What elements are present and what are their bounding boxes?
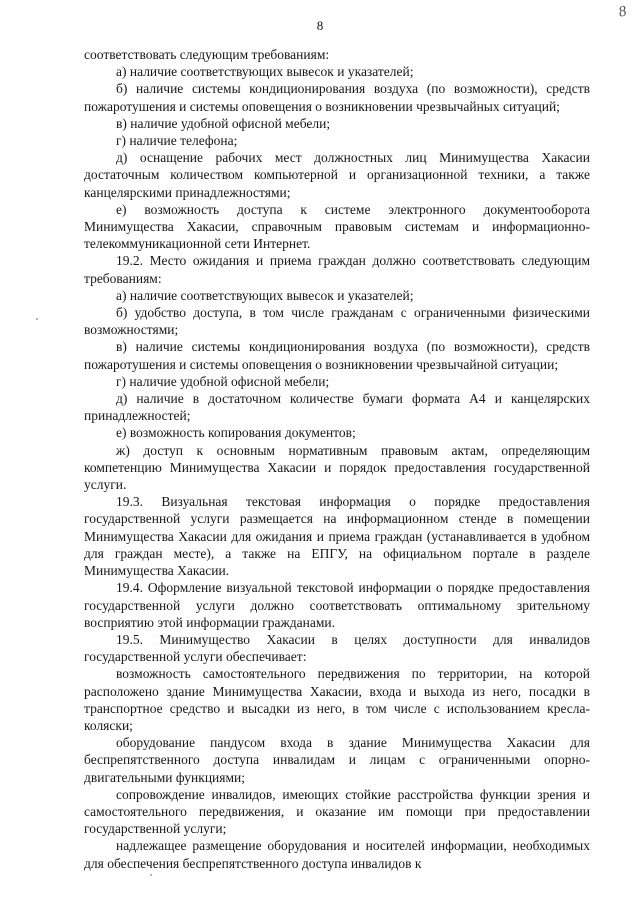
- list-item: а) наличие соответствующих вывесок и указателей;: [116, 64, 414, 80]
- list-item: б) удобство доступа, в том числе гражданам с ограниченными физическими возможностями;: [84, 305, 590, 338]
- page-number: 8: [316, 18, 324, 33]
- list-item: д) оснащение рабочих мест должностных лиц Минимущества Хакасии достаточным количеством компьютерной и организационной техники, а также канцелярскими принадлежностями;: [84, 150, 590, 200]
- scan-speck: [150, 874, 152, 876]
- section-19-2: 19.2. Место ожидания и приема граждан должно соответствовать следующим требованиям:: [84, 253, 590, 286]
- list-item: в) наличие системы кондиционирования воздуха (по возможности), средств пожаротушения и системы оповещения о возникновении чрезвычайной ситуации;: [84, 339, 590, 372]
- list-item: г) наличие удобной офисной мебели;: [116, 373, 330, 389]
- paragraph-intro: соответствовать следующим требованиям:: [84, 47, 330, 62]
- section-19-4: 19.4. Оформление визуальной текстовой информации о порядке предоставления государственной услуги должно соответствовать оптимальному зрительному восприятию этой информации гражданами.: [84, 580, 590, 630]
- document-body: [84, 46, 590, 872]
- accessibility-item: надлежащее размещение оборудования и носителей информации, необходимых для обеспечения беспрепятственного доступа инвалидов к: [84, 838, 590, 871]
- section-19-3: 19.3. Визуальная текстовая информация о порядке предоставления государственной услуги размещается на информационном стенде в помещении Минимущества Хакасии для ожидания и приема граждан (устанавливается в удобном для граждан месте), а также на ЕПГУ, на официальном портале в разделе Минимущества Хакасии.: [84, 494, 590, 579]
- accessibility-item: возможность самостоятельного передвижения по территории, на которой расположено здание Минимущества Хакасии, входа и выхода из него, посадки в транспортное средство и высадки из него, в том числе с использованием кресла-коляски;: [84, 666, 590, 733]
- accessibility-item: сопровождение инвалидов, имеющих стойкие расстройства функции зрения и самостоятельного передвижения, и оказание им помощи при предоставлении государственной услуги;: [84, 786, 590, 837]
- list-item: е) возможность доступа к системе электронного документооборота Минимущества Хакасии, справочным правовым системам и информационно-телекоммуникационной сети Интернет.: [84, 201, 590, 252]
- section-19-5: 19.5. Минимущество Хакасии в целях доступности для инвалидов государственной услуги обеспечивает:: [84, 631, 590, 665]
- list-item: е) возможность копирования документов;: [116, 425, 356, 441]
- list-item: ж) доступ к основным нормативным правовым актам, определяющим компетенцию Минимущества Хакасии и порядок предоставления государственной услуги.: [84, 442, 590, 493]
- list-item: д) наличие в достаточном количестве бумаги формата А4 и канцелярских принадлежностей;: [84, 391, 590, 424]
- handwritten-page-mark: 8: [616, 3, 628, 21]
- scan-speck: [36, 318, 38, 320]
- accessibility-item: оборудование пандусом входа в здание Минимущества Хакасии для беспрепятственного доступа инвалидам и лицам с ограниченными опорно-двигательными функциями;: [84, 735, 590, 785]
- list-item: г) наличие телефона;: [116, 133, 238, 149]
- list-item: б) наличие системы кондиционирования воздуха (по возможности), средств пожаротушения и системы оповещения о возникновении чрезвычайных ситуаций;: [84, 81, 590, 114]
- list-item: а) наличие соответствующих вывесок и указателей;: [116, 287, 414, 303]
- list-item: в) наличие удобной офисной мебели;: [116, 115, 331, 131]
